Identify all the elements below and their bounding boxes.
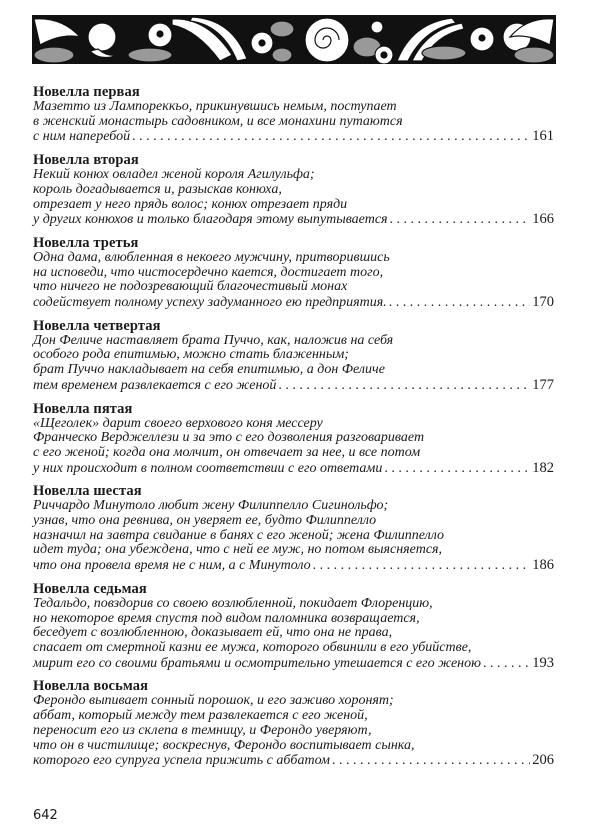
summary-line: особого рода епитимью, можно стать блаженным; xyxy=(33,347,349,363)
summary-line: Некий конюх овладел женой короля Агилульфа; xyxy=(33,167,315,183)
summary-text: которого его супруга успела прижить с аббатом xyxy=(33,753,330,769)
summary-line: король догадывается и, разыскав конюха, xyxy=(33,181,282,197)
summary-line: аббат, который между тем развлекается с его женой, xyxy=(33,708,368,724)
summary-text: мирит его со своими братьями и осмотрительно утешается с его женою xyxy=(33,655,481,671)
summary-line: но некоторое время спустя под видом паломника возвращается, xyxy=(33,610,420,626)
dot-leader xyxy=(384,462,530,477)
table-of-contents xyxy=(33,85,554,777)
summary-line: в женский монастырь садовником, и все монахини путаются xyxy=(33,113,403,129)
summary-line: Франческо Верджеллези и за это с его дозволения разговаривает xyxy=(33,430,425,446)
summary-line: переносит его из склепа в темницу, и Ферондо уверяют, xyxy=(33,722,372,738)
novella-heading: Новелла седьмая xyxy=(33,580,147,597)
page-reference: 206 xyxy=(532,752,554,769)
novella-heading: Новелла четвертая xyxy=(33,317,161,334)
summary-line: Дон Феличе наставляет брата Пуччо, как, наложив на себя xyxy=(33,332,394,348)
summary-line xyxy=(33,295,554,311)
toc-entry xyxy=(33,484,554,574)
summary-line: спасает от смертной казни ее мужа, которого обвинили в его убийстве, xyxy=(33,639,472,655)
page-reference: 182 xyxy=(532,459,554,476)
summary-line: брат Пуччо накладывает на себя епитимью, а дон Феличе xyxy=(33,362,385,378)
page-reference: 170 xyxy=(532,294,554,311)
dot-leader xyxy=(132,130,530,145)
toc-entry xyxy=(33,85,554,145)
dot-leader xyxy=(389,296,530,311)
summary-line: что ничего не подозревающий благочестивый монах xyxy=(33,279,348,295)
dot-leader xyxy=(483,657,530,672)
toc-entry xyxy=(33,236,554,311)
page-number: 642 xyxy=(33,808,58,823)
dot-leader xyxy=(313,559,531,574)
summary-line: Мазетто из Лампореккьо, прикинувшись немым, поступает xyxy=(33,99,397,114)
toc-entry xyxy=(33,153,554,228)
summary-line: Риччардо Минутоло любит жену Филиппелло Сигинольфо; xyxy=(33,498,389,514)
summary-line xyxy=(33,378,554,394)
toc-entry xyxy=(33,582,554,672)
summary-line xyxy=(33,129,554,145)
summary-line xyxy=(33,656,554,672)
summary-text: что она провела время не с ним, а с Минутоло xyxy=(33,558,311,574)
page-reference: 186 xyxy=(532,557,554,574)
summary-line: идет туда; она убеждена, что с ней ее муж, но потом выясняется, xyxy=(33,542,443,558)
page-reference: 193 xyxy=(532,654,554,671)
summary-line: назначил на завтра свидание в банях с его женой; жена Филиппелло xyxy=(33,527,445,543)
page-reference: 177 xyxy=(532,376,554,393)
novella-heading: Новелла первая xyxy=(33,84,140,100)
summary-text: содействует полному успеху задуманного ею предприятия. xyxy=(33,295,387,311)
floral-header-ornament-icon xyxy=(32,15,556,64)
toc-entry xyxy=(33,679,554,769)
novella-heading: Новелла восьмая xyxy=(33,678,149,695)
novella-heading: Новелла пятая xyxy=(33,400,133,417)
summary-line: узнав, что она ревнива, он уверяет ее, будто Филиппелло xyxy=(33,513,377,529)
summary-text: у них происходит в полном соответствии с его ответами xyxy=(33,460,383,476)
novella-heading: Новелла вторая xyxy=(33,152,139,169)
summary-line xyxy=(33,212,554,228)
summary-line: отрезает у него прядь волос; конюх отрезает пряди xyxy=(33,196,348,212)
summary-line: беседует с возлюбленною, доказывает ей, что она не права, xyxy=(33,625,393,641)
dot-leader xyxy=(278,379,530,394)
summary-text: тем временем развлекается с его женой xyxy=(33,377,277,393)
summary-line xyxy=(33,558,554,574)
novella-heading: Новелла третья xyxy=(33,234,139,251)
summary-text: у других конюхов и только благодаря этому выпутывается xyxy=(33,212,388,228)
summary-line: «Щеголек» дарит своего верхового коня мессеру xyxy=(33,415,323,431)
summary-line: с его женой; когда она молчит, он отвечает за нее, и все потом xyxy=(33,444,421,460)
summary-line: что он в чистилище; воскреснув, Ферондо воспитывает сынка, xyxy=(33,737,415,753)
summary-line xyxy=(33,753,554,769)
summary-text: с ним наперебой xyxy=(33,129,131,145)
summary-line: Тедальдо, повздорив со своею возлюбленной, покидает Флоренцию, xyxy=(33,595,433,611)
summary-line: Одна дама, влюбленная в некоего мужчину, притворившись xyxy=(33,249,390,265)
dot-leader xyxy=(332,754,530,769)
page-reference: 161 xyxy=(532,128,554,145)
summary-line xyxy=(33,461,554,477)
toc-entry xyxy=(33,402,554,477)
page-reference: 166 xyxy=(532,211,554,228)
dot-leader xyxy=(390,213,531,228)
summary-line: на исповеди, что чистосердечно кается, достигает того, xyxy=(33,264,384,280)
novella-heading: Новелла шестая xyxy=(33,483,142,500)
summary-line: Ферондо выпивает сонный порошок, и его заживо хоронят; xyxy=(33,693,394,709)
toc-entry xyxy=(33,319,554,394)
